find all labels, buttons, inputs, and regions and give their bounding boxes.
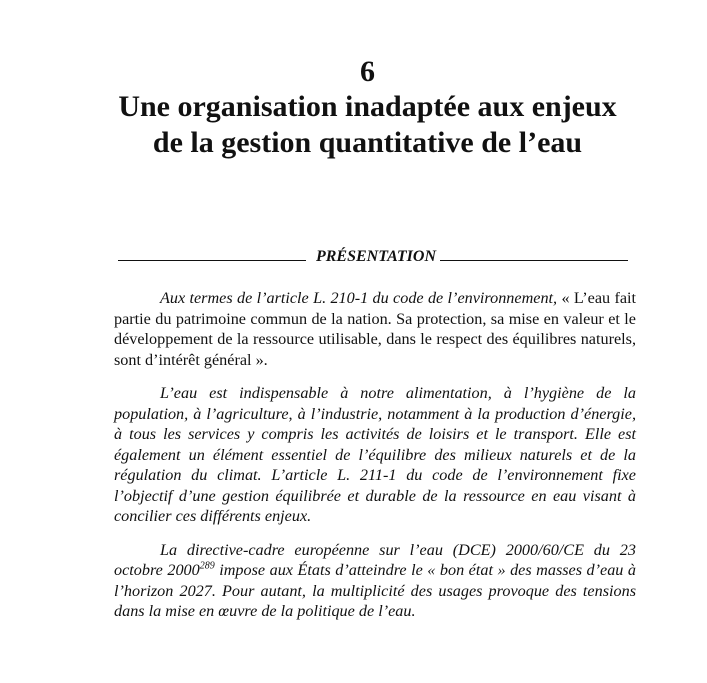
paragraph-1-quote: « L’eau fait partie du patrimoine commun de la nation. Sa protection, sa mise en valeur et le développement de la ressource utilisable, dans le respect des équilibres naturels, sont d’intérêt général ». (114, 289, 637, 369)
chapter-title (0, 89, 707, 161)
paragraph-3-part-2: impose aux États d’atteindre le « bon état » des masses d’eau à l’horizon 2027. Pour autant, la multiplicité des usages provoque des tensions dans la mise en œuvre de la politique de l’eau. (114, 561, 636, 620)
paragraph-3-part-1: La directive-cadre européenne sur l’eau (DCE) 2000/60/CE du 23 octobre 2000 (114, 540, 636, 579)
paragraph-2: L’eau est indispensable à notre alimentation, à l’hygiène de la population, à l’agriculture, à l’industrie, notamment à la production d’énergie, à tous les services y compris les activités de loisirs et le transport. Elle est également un élément essentiel de l’équilibre des milieux naturels et de la régulation du climat. L’article L. 211-1 du code de l’environnement fixe l’objectif d’une gestion équilibrée et durable de la ressource en eau visant à concilier ces différents enjeux. (114, 384, 636, 525)
heading-rule-right (440, 246, 628, 261)
chapter-number: 6 (360, 55, 375, 88)
heading-rule-left (118, 246, 306, 261)
section-heading-label: PRÉSENTATION (315, 248, 437, 265)
chapter-title-line-2: de la gestion quantitative de l’eau (152, 126, 583, 159)
paragraph-3 (114, 540, 636, 622)
paragraph-1-intro: Aux termes de l’article L. 210-1 du code de l’environnement, (160, 289, 558, 307)
paragraph-1 (114, 288, 636, 370)
chapter-title-line-1: Une organisation inadaptée aux enjeux (118, 90, 617, 123)
presentation-body (114, 288, 636, 635)
section-heading (118, 246, 628, 267)
footnote-reference-289[interactable]: 289 (199, 560, 215, 572)
